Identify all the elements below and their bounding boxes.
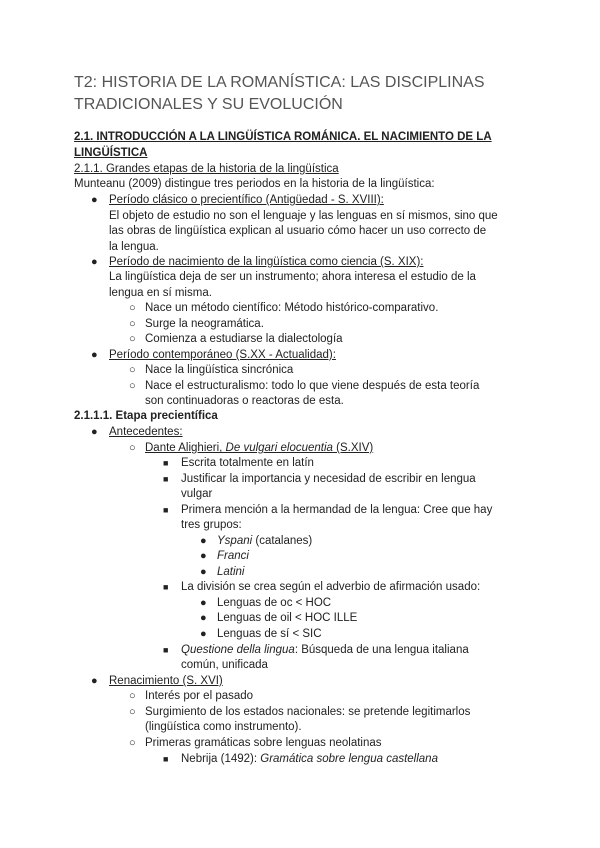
circle-bullet-icon: ○ [129,442,136,454]
circle-bullet-icon: ○ [129,706,136,718]
list-item-continuation: común, unificada [181,659,268,671]
circle-bullet-icon: ○ [129,690,136,702]
period-clasico-text: la lengua. [109,241,159,253]
list-item [181,752,438,768]
list-item: Primeras gramáticas sobre lenguas neolatinas [145,737,382,749]
list-item-continuation: son continuadoras o reactoras de esta. [145,395,344,407]
square-bullet-icon: ■ [163,754,169,764]
list-item: Interés por el pasado [145,690,254,702]
period-clasico-text: El objeto de estudio no son el lenguaje y las lenguas en sí mismos, sino que [109,210,498,222]
section-heading-2-1-line1: 2.1. INTRODUCCIÓN A LA LINGÜÍSTICA ROMÁNICA. EL NACIMIENTO DE LA [74,131,492,143]
subsection-heading-2-1-1: 2.1.1. Grandes etapas de la historia de la lingüística [74,163,339,175]
dante-work-title: De vulgari elocuentia [225,442,333,454]
square-bullet-icon: ■ [163,458,169,468]
bullet-icon: ● [91,675,98,687]
list-item-continuation: tres grupos: [181,519,242,531]
list-item-continuation: vulgar [181,488,213,500]
list-item: Nace un método científico: Método histórico-comparativo. [145,302,439,314]
bullet-icon: ● [91,349,98,361]
square-bullet-icon: ■ [163,474,169,484]
group-name: Yspani [217,535,253,547]
circle-bullet-icon: ○ [129,318,136,330]
bullet-icon: ● [200,628,207,640]
group-note: (catalanes) [252,535,313,547]
bullet-icon: ● [91,194,98,206]
circle-bullet-icon: ○ [129,737,136,749]
bullet-icon: ● [200,597,207,609]
dante-prefix: Dante Alighieri, [145,442,226,454]
period-clasico-label: Período clásico o precientífico (Antigüedad - S. XVIII): [109,194,384,206]
questione-rest: : Búsqueda de una lengua italiana [294,644,469,656]
bullet-icon: ● [91,256,98,268]
bullet-icon: ● [200,535,207,547]
square-bullet-icon: ■ [163,645,169,655]
bullet-icon: ● [200,550,207,562]
questione-title: Questione della lingua [181,644,295,656]
list-item: Justificar la importancia y necesidad de escribir en lengua [181,473,476,485]
bullet-icon: ● [91,426,98,438]
circle-bullet-icon: ○ [129,380,136,392]
nebrija-prefix: Nebrija (1492): [181,753,261,765]
circle-bullet-icon: ○ [129,364,136,376]
antecedentes-label: Antecedentes: [109,426,183,438]
renacimiento-label: Renacimiento (S. XVI) [109,675,223,687]
list-item: Surge la neogramática. [145,318,264,330]
list-item: Nace la lingüística sincrónica [145,364,294,376]
list-item: Lenguas de sí < SIC [217,628,322,640]
period-ciencia-text: lengua en sí misma. [109,287,212,299]
dante-item [145,441,373,457]
circle-bullet-icon: ○ [129,302,136,314]
group-name: Franci [217,550,249,562]
list-item: Nace el estructuralismo: todo lo que viene después de esta teoría [145,380,480,392]
list-item: Lenguas de oc < HOC [217,597,332,609]
list-item: Comienza a estudiarse la dialectología [145,333,343,345]
circle-bullet-icon: ○ [129,333,136,345]
subsubsection-heading-2-1-1-1: 2.1.1.1. Etapa precientífica [74,410,218,422]
square-bullet-icon: ■ [163,505,169,515]
page-title: T2: HISTORIA DE LA ROMANÍSTICA: LAS DISCIPLINAS TRADICIONALES Y SU EVOLUCIÓN [74,74,485,113]
period-clasico-text: las obras de lingüística explican al usuario cómo hacer un uso correcto de [109,225,487,237]
list-item [217,534,312,550]
list-item: Escrita totalmente en latín [181,457,314,469]
nebrija-work-title: Gramática sobre lengua castellana [260,753,438,765]
list-item: Lenguas de oil < HOC ILLE [217,612,358,624]
list-item: La división se crea según el adverbio de afirmación usado: [181,581,481,593]
square-bullet-icon: ■ [163,582,169,592]
list-item-continuation: (lingüística como instrumento). [145,721,302,733]
list-item: Primera mención a la hermandad de la lengua: Cree que hay [181,504,493,516]
list-item: Surgimiento de los estados nacionales: se pretende legitimarlos [145,706,471,718]
list-item [181,643,469,659]
section-heading-2-1-line2: LINGÜÍSTICA [74,147,148,159]
intro-paragraph: Munteanu (2009) distingue tres periodos en la historia de la lingüística: [74,178,435,190]
bullet-icon: ● [200,566,207,578]
period-contemporaneo-label: Período contemporáneo (S.XX - Actualidad): [109,349,336,361]
group-name: Latini [217,566,245,578]
period-ciencia-label: Período de nacimiento de la lingüística como ciencia (S. XIX): [109,256,424,268]
dante-suffix: (S.XIV) [332,442,374,454]
bullet-icon: ● [200,612,207,624]
period-ciencia-text: La lingüística deja de ser un instrumento; ahora interesa el estudio de la [109,271,476,283]
